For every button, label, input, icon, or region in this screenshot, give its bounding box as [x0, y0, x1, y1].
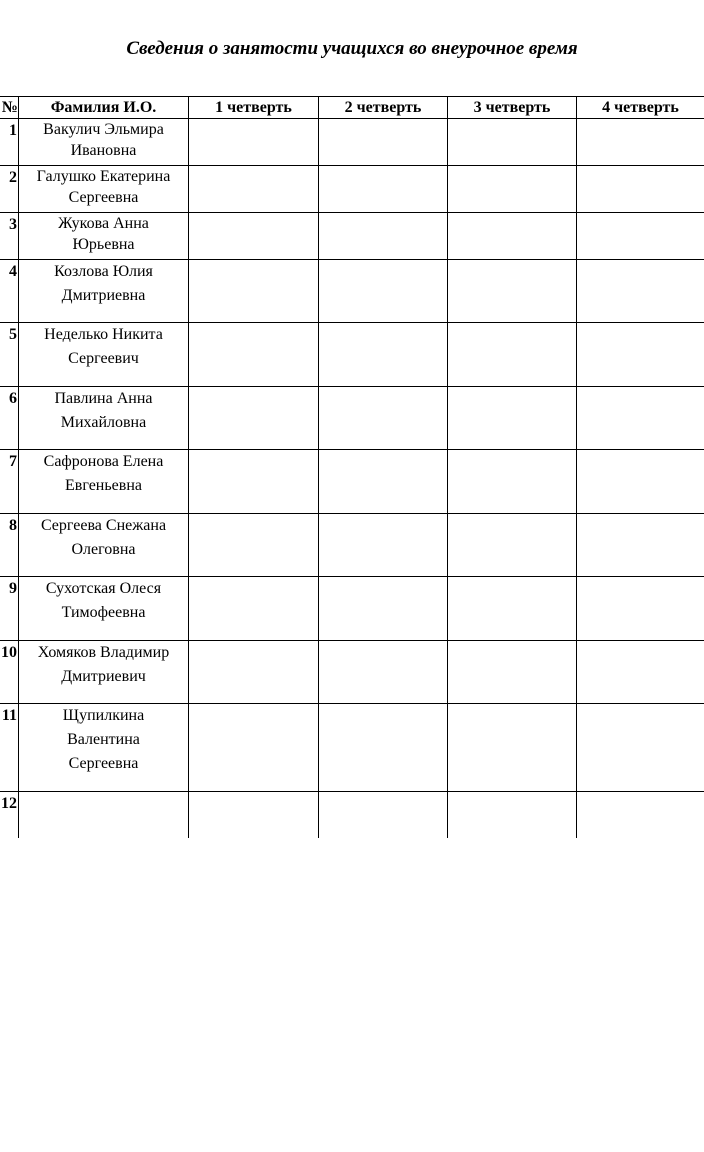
row-number: 11: [0, 704, 19, 792]
student-name-cell: [19, 704, 189, 792]
quarter-1-cell[interactable]: [189, 387, 319, 450]
quarter-4-cell[interactable]: [577, 166, 704, 213]
student-name-line: Щупилкина: [62, 707, 145, 724]
header-number: №: [0, 97, 19, 119]
quarter-4-cell[interactable]: [577, 260, 704, 323]
activity-table: [0, 96, 704, 838]
quarter-2-cell[interactable]: [319, 119, 448, 166]
quarter-2-cell[interactable]: [319, 323, 448, 387]
quarter-4-cell[interactable]: [577, 387, 704, 450]
quarter-3-cell[interactable]: [448, 387, 577, 450]
student-name-line: Ивановна: [70, 142, 137, 159]
student-name-line: Дмитриевна: [61, 287, 146, 304]
student-name-cell: [19, 323, 189, 387]
student-name-line: Сергеева Снежана: [40, 517, 167, 534]
quarter-3-cell[interactable]: [448, 260, 577, 323]
header-quarter-1: 1 четверть: [189, 97, 319, 119]
header-name: Фамилия И.О.: [19, 97, 189, 119]
table-row: [0, 260, 704, 323]
student-name-cell: [19, 119, 189, 166]
row-number: 3: [0, 213, 19, 260]
quarter-1-cell[interactable]: [189, 213, 319, 260]
student-name-line: Юрьевна: [72, 236, 135, 253]
quarter-1-cell[interactable]: [189, 450, 319, 514]
row-number: 2: [0, 166, 19, 213]
student-name-cell: [19, 260, 189, 323]
row-number: 10: [0, 641, 19, 704]
student-name-line: Неделько Никита: [44, 326, 163, 343]
student-name-cell: [19, 792, 189, 839]
header-row: [0, 97, 704, 119]
student-name-line: Валентина: [67, 731, 140, 748]
quarter-1-cell[interactable]: [189, 641, 319, 704]
student-name-line: Сухотская Олеся: [45, 580, 162, 597]
student-name-line: Галушко Екатерина: [36, 168, 171, 185]
row-number: 1: [0, 119, 19, 166]
header-quarter-2: 2 четверть: [319, 97, 448, 119]
table-row: [0, 213, 704, 260]
header-quarter-3: 3 четверть: [448, 97, 577, 119]
quarter-4-cell[interactable]: [577, 704, 704, 792]
quarter-1-cell[interactable]: [189, 323, 319, 387]
student-name-cell: [19, 577, 189, 641]
quarter-1-cell[interactable]: [189, 119, 319, 166]
quarter-1-cell[interactable]: [189, 704, 319, 792]
quarter-2-cell[interactable]: [319, 514, 448, 577]
quarter-2-cell[interactable]: [319, 792, 448, 839]
table-row: [0, 119, 704, 166]
student-name-line: Евгеньевна: [65, 477, 142, 494]
student-name-line: Хомяков Владимир: [37, 644, 170, 661]
table-row: [0, 792, 704, 839]
row-number: 4: [0, 260, 19, 323]
quarter-2-cell[interactable]: [319, 260, 448, 323]
quarter-3-cell[interactable]: [448, 577, 577, 641]
table-row: [0, 514, 704, 577]
student-name-cell: [19, 387, 189, 450]
table-row: [0, 323, 704, 387]
quarter-1-cell[interactable]: [189, 166, 319, 213]
row-number: 12: [0, 792, 19, 839]
student-name-line: Сергеевна: [68, 755, 139, 772]
student-name-line: Вакулич Эльмира: [43, 121, 164, 138]
quarter-2-cell[interactable]: [319, 213, 448, 260]
quarter-4-cell[interactable]: [577, 641, 704, 704]
header-quarter-4: 4 четверть: [577, 97, 704, 119]
quarter-3-cell[interactable]: [448, 792, 577, 839]
table-row: [0, 387, 704, 450]
table-row: [0, 704, 704, 792]
quarter-2-cell[interactable]: [319, 577, 448, 641]
student-name-cell: [19, 213, 189, 260]
student-name-line: Сергеевна: [68, 189, 139, 206]
student-name-line: Павлина Анна: [54, 390, 153, 407]
quarter-3-cell[interactable]: [448, 166, 577, 213]
student-name-cell: [19, 450, 189, 514]
student-name-line: Сафронова Елена: [43, 453, 164, 470]
row-number: 8: [0, 514, 19, 577]
student-name-line: Михайловна: [60, 414, 147, 431]
quarter-3-cell[interactable]: [448, 514, 577, 577]
student-name-line: Жукова Анна: [58, 215, 149, 232]
student-name-line: Олеговна: [71, 541, 136, 558]
quarter-1-cell[interactable]: [189, 260, 319, 323]
quarter-3-cell[interactable]: [448, 641, 577, 704]
quarter-3-cell[interactable]: [448, 704, 577, 792]
student-name-line: Сергеевич: [68, 350, 139, 367]
quarter-1-cell[interactable]: [189, 514, 319, 577]
table-row: [0, 450, 704, 514]
quarter-4-cell[interactable]: [577, 792, 704, 839]
quarter-4-cell[interactable]: [577, 450, 704, 514]
activity-table-container: [0, 96, 704, 838]
quarter-4-cell[interactable]: [577, 213, 704, 260]
student-name-cell: [19, 166, 189, 213]
quarter-2-cell[interactable]: [319, 704, 448, 792]
row-number: 9: [0, 577, 19, 641]
student-name-cell: [19, 514, 189, 577]
quarter-3-cell[interactable]: [448, 323, 577, 387]
row-number: 7: [0, 450, 19, 514]
table-row: [0, 577, 704, 641]
quarter-3-cell[interactable]: [448, 213, 577, 260]
row-number: 5: [0, 323, 19, 387]
student-name-cell: [19, 641, 189, 704]
table-row: [0, 166, 704, 213]
quarter-1-cell[interactable]: [189, 577, 319, 641]
quarter-2-cell[interactable]: [319, 450, 448, 514]
quarter-1-cell[interactable]: [189, 792, 319, 839]
quarter-3-cell[interactable]: [448, 450, 577, 514]
student-name-line: Дмитриевич: [61, 668, 146, 685]
quarter-4-cell[interactable]: [577, 323, 704, 387]
student-name-line: Козлова Юлия: [54, 263, 153, 280]
document-title: Сведения о занятости учащихся во внеурочное время: [126, 38, 578, 59]
quarter-3-cell[interactable]: [448, 119, 577, 166]
student-name-line: Тимофеевна: [61, 604, 146, 621]
row-number: 6: [0, 387, 19, 450]
table-row: [0, 641, 704, 704]
quarter-2-cell[interactable]: [319, 641, 448, 704]
quarter-4-cell[interactable]: [577, 577, 704, 641]
quarter-4-cell[interactable]: [577, 119, 704, 166]
quarter-2-cell[interactable]: [319, 166, 448, 213]
quarter-4-cell[interactable]: [577, 514, 704, 577]
quarter-2-cell[interactable]: [319, 387, 448, 450]
